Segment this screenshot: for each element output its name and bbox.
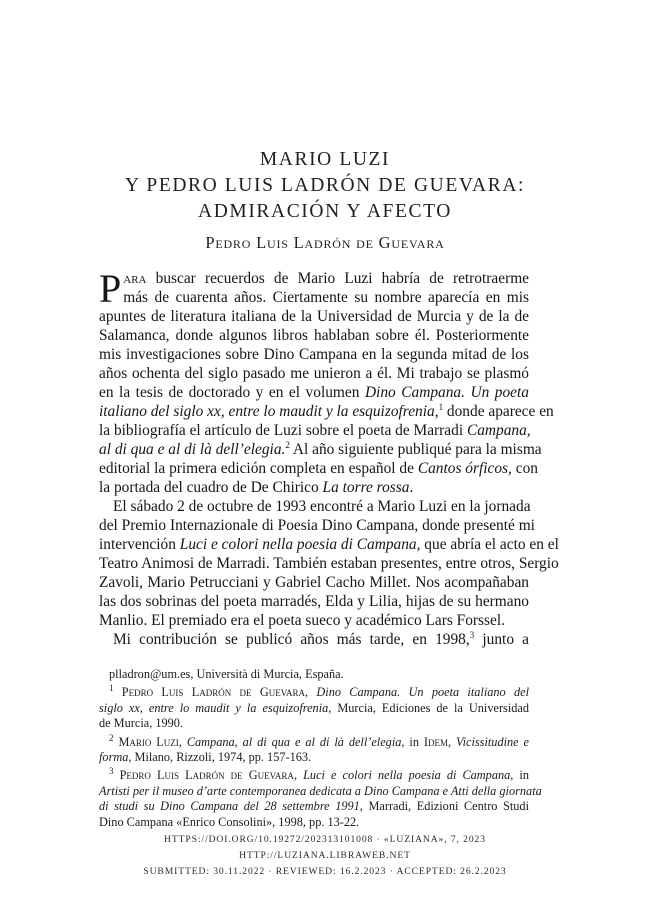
body-line: Teatro Animosi de Marradi. También estaban presentes, entre otros, Sergio xyxy=(99,555,559,572)
footnote-ref-3[interactable]: 3 xyxy=(469,629,475,640)
body-line: El sábado 2 de octubre de 1993 encontré a Mario Luzi en la jornada xyxy=(113,498,531,515)
footnotes xyxy=(99,667,542,830)
body-line: del Premio Internazionale di Poesia Dino Campana, donde presenté mi xyxy=(99,517,535,534)
body-line: apuntes de literatura italiana de la Universidad de Murcia y de la de xyxy=(99,308,529,325)
body-line: ara buscar recuerdos de Mario Luzi habría de retrotraerme xyxy=(123,270,529,287)
body-line: Mi contribución se publicó años más tarde, en 1998,$^3$ junto a xyxy=(113,629,529,648)
article-title-line-3: ADMIRACIÓN Y AFECTO xyxy=(198,201,452,222)
footnote-3-cont: Dino Campana «Enrico Consolini», 1998, pp. 13-22. xyxy=(99,814,360,829)
footnote-1-cont: de Murcia, 1990. xyxy=(99,716,184,731)
body-line: la portada del cuadro de De Chirico La torre rossa. xyxy=(99,479,414,496)
footnote-1-cont: siglo xx, entre lo maudit y la esquizofrenia, Murcia, Ediciones de la Universidad xyxy=(99,700,529,715)
article-body xyxy=(99,266,559,649)
article-author: Pedro Luis Ladrón de Guevara xyxy=(205,233,445,252)
footnote-3-cont: Artisti per il museo d’arte contemporanea dedicata a Dino Campana e Atti della giornata xyxy=(99,783,542,798)
body-line: la bibliografía el artículo de Luzi sobre el poeta de Marradi Campana, xyxy=(99,422,531,439)
body-line: editorial la primera edición completa en español de Cantos órficos, con xyxy=(99,460,538,477)
footnote-ref-2[interactable]: 2 xyxy=(285,439,290,450)
submission-dates: SUBMITTED: 30.11.2022 · REVIEWED: 16.2.2023 · ACCEPTED: 26.2.2023 xyxy=(143,866,507,877)
body-line: Manlio. El premiado era el poeta sueco y académico Lars Forssel. xyxy=(99,612,505,629)
footnote-3-cont: di studi su Dino Campana del 28 settembre 1991, Marradi, Edizioni Centro Studi xyxy=(99,799,529,814)
footnote-2-cont: forma, Milano, Rizzoli, 1974, pp. 157-163. xyxy=(99,749,312,764)
body-line: intervención Luci e colori nella poesia di Campana, que abría el acto en el xyxy=(99,536,559,553)
body-line: al di qua e al di là dell’elegia.$^2$ Al año siguiente publiqué para la misma xyxy=(99,439,542,458)
body-line: años ochenta del siglo pasado me unieron a él. Mi trabajo se plasmó xyxy=(99,365,529,382)
article-title-line-1: MARIO LUZI xyxy=(259,149,391,170)
body-line: Salamanca, donde algunos libros hablaban sobre él. Posteriormente xyxy=(99,327,529,344)
footnote-3: $^3$ Pedro Luis Ladrón de Guevara, Luci e colori nella poesia di Campana, in xyxy=(109,766,529,783)
journal-url-link[interactable]: HTTP://LUZIANA.LIBRAWEB.NET xyxy=(239,850,411,861)
footnote-2: $^2$ Mario Luzi, Campana, al di qua e al di là dell’elegia, in Idem, Vicissitudine e xyxy=(109,732,529,749)
body-line: las dos sobrinas del poeta marradés, Elda y Lilia, hijas de su hermano xyxy=(99,593,529,610)
body-line: italiano del siglo xx, entre lo maudit y la esquizofrenia,$^1$ donde aparece en xyxy=(99,401,554,420)
drop-cap: P xyxy=(99,266,122,311)
author-affiliation: plladron@um.es, Università di Murcia, España. xyxy=(109,667,344,681)
body-line: mis investigaciones sobre Dino Campana en la segunda mitad de los xyxy=(99,346,529,363)
paragraph-1-opening xyxy=(99,266,529,311)
body-line: en la tesis de doctorado y en el volumen Dino Campana. Un poeta xyxy=(99,384,529,401)
article-title-line-2: Y PEDRO LUIS LADRÓN DE GUEVARA: xyxy=(124,175,526,196)
body-line: Zavoli, Mario Petrucciani y Gabriel Cacho Millet. Nos acompañaban xyxy=(99,574,529,591)
body-line: más de cuarenta años. Ciertamente su nombre aparecía en mis xyxy=(123,289,529,306)
footnote-ref-1[interactable]: 1 xyxy=(438,401,444,412)
footnote-1: $^1$ Pedro Luis Ladrón de Guevara, Dino Campana. Un poeta italiano del xyxy=(109,683,529,700)
doi-link[interactable]: HTTPS://DOI.ORG/10.19272/202313101008 · «LUZIANA», 7, 2023 xyxy=(164,834,486,845)
